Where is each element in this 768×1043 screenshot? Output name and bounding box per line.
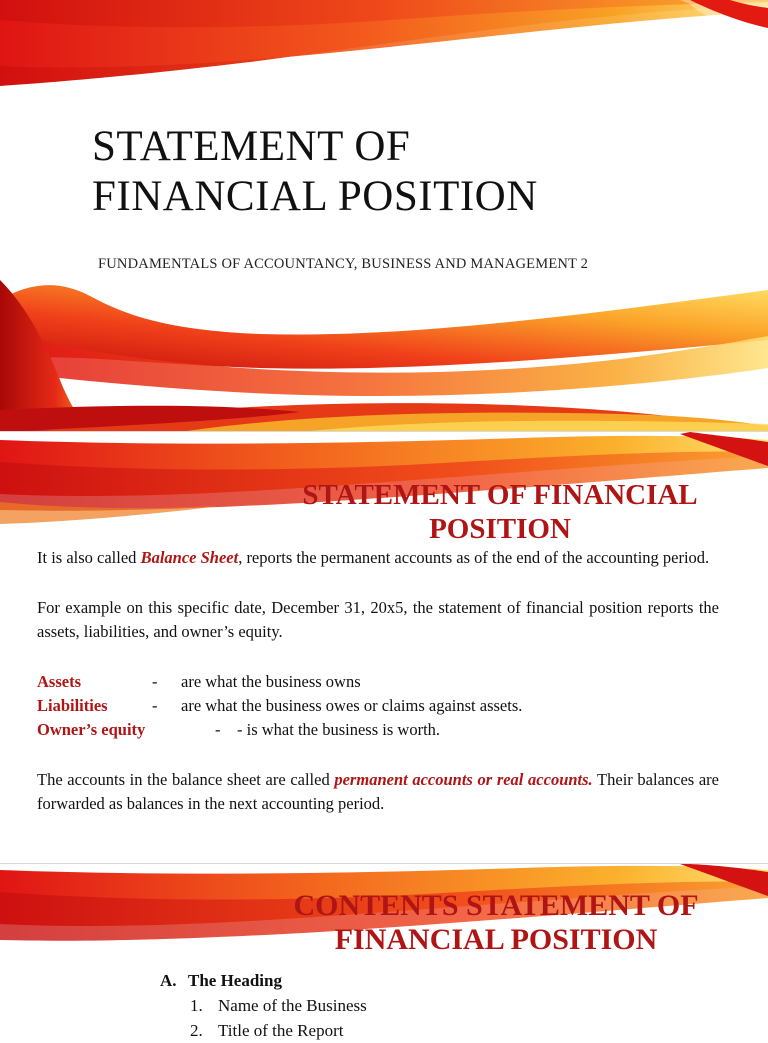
definition-text: are what the business owns xyxy=(181,672,361,691)
contents-slide xyxy=(0,864,768,1040)
definition-text: are what the business owes or claims against assets. xyxy=(181,696,523,715)
paragraph-text: It is also called xyxy=(37,548,141,567)
contents-outline xyxy=(160,968,367,1043)
outline-number: 1. xyxy=(190,996,203,1015)
definition-slide xyxy=(0,432,768,864)
outline-marker: A. xyxy=(160,971,177,990)
paragraph-text: Their balances are forwarded as balances in the next accounting period. xyxy=(37,770,720,813)
slide-heading-line-2: FINANCIAL POSITION xyxy=(334,923,658,956)
slide-subtitle: FUNDAMENTALS OF ACCOUNTANCY, BUSINESS AND MANAGEMENT 2 xyxy=(98,256,589,272)
slide-heading-line-2: POSITION xyxy=(429,513,571,545)
outline-subitem xyxy=(160,993,367,1018)
slide-title xyxy=(92,122,538,222)
slide-heading xyxy=(280,478,720,546)
outline-subitem xyxy=(160,1018,367,1043)
definition-row-liabilities xyxy=(37,694,719,718)
definition-text: - is what the business is worth. xyxy=(237,720,441,739)
paragraph-balance-sheet xyxy=(37,546,719,570)
slide-heading xyxy=(266,889,726,957)
definition-dash: - xyxy=(152,672,158,691)
slide-body xyxy=(37,546,719,816)
outline-label: Title of the Report xyxy=(218,1021,344,1040)
slide-heading-line-1: STATEMENT OF FINANCIAL xyxy=(302,479,698,511)
definition-term: Owner’s equity xyxy=(37,720,146,739)
definition-dash: - xyxy=(152,696,158,715)
permanent-accounts-term: permanent accounts or real accounts. xyxy=(334,770,593,789)
definition-row-assets xyxy=(37,670,719,694)
slide-heading-line-1: CONTENTS STATEMENT OF xyxy=(293,889,699,922)
slide-title-line-2: FINANCIAL POSITION xyxy=(92,173,538,220)
paragraph-text: , reports the permanent accounts as of the end of the accounting period. xyxy=(238,548,710,567)
paragraph-text: The accounts in the balance sheet are called xyxy=(37,770,335,789)
paragraph-example: For example on this specific date, December 31, 20x5, the statement of financial position reports the assets, liabilities, and owner’s equity. xyxy=(37,598,719,641)
outline-number: 2. xyxy=(190,1021,203,1040)
paragraph-permanent-accounts xyxy=(37,768,719,816)
title-slide xyxy=(0,0,768,432)
definition-term: Assets xyxy=(37,672,81,691)
definition-row-owners-equity xyxy=(37,718,719,742)
balance-sheet-term: Balance Sheet xyxy=(140,548,239,567)
outline-item-heading xyxy=(160,968,367,993)
outline-label: The Heading xyxy=(188,971,282,990)
outline-label: Name of the Business xyxy=(218,996,367,1015)
definition-dash: - xyxy=(215,720,221,739)
slide-title-line-1: STATEMENT OF xyxy=(92,123,411,170)
definition-term: Liabilities xyxy=(37,696,108,715)
